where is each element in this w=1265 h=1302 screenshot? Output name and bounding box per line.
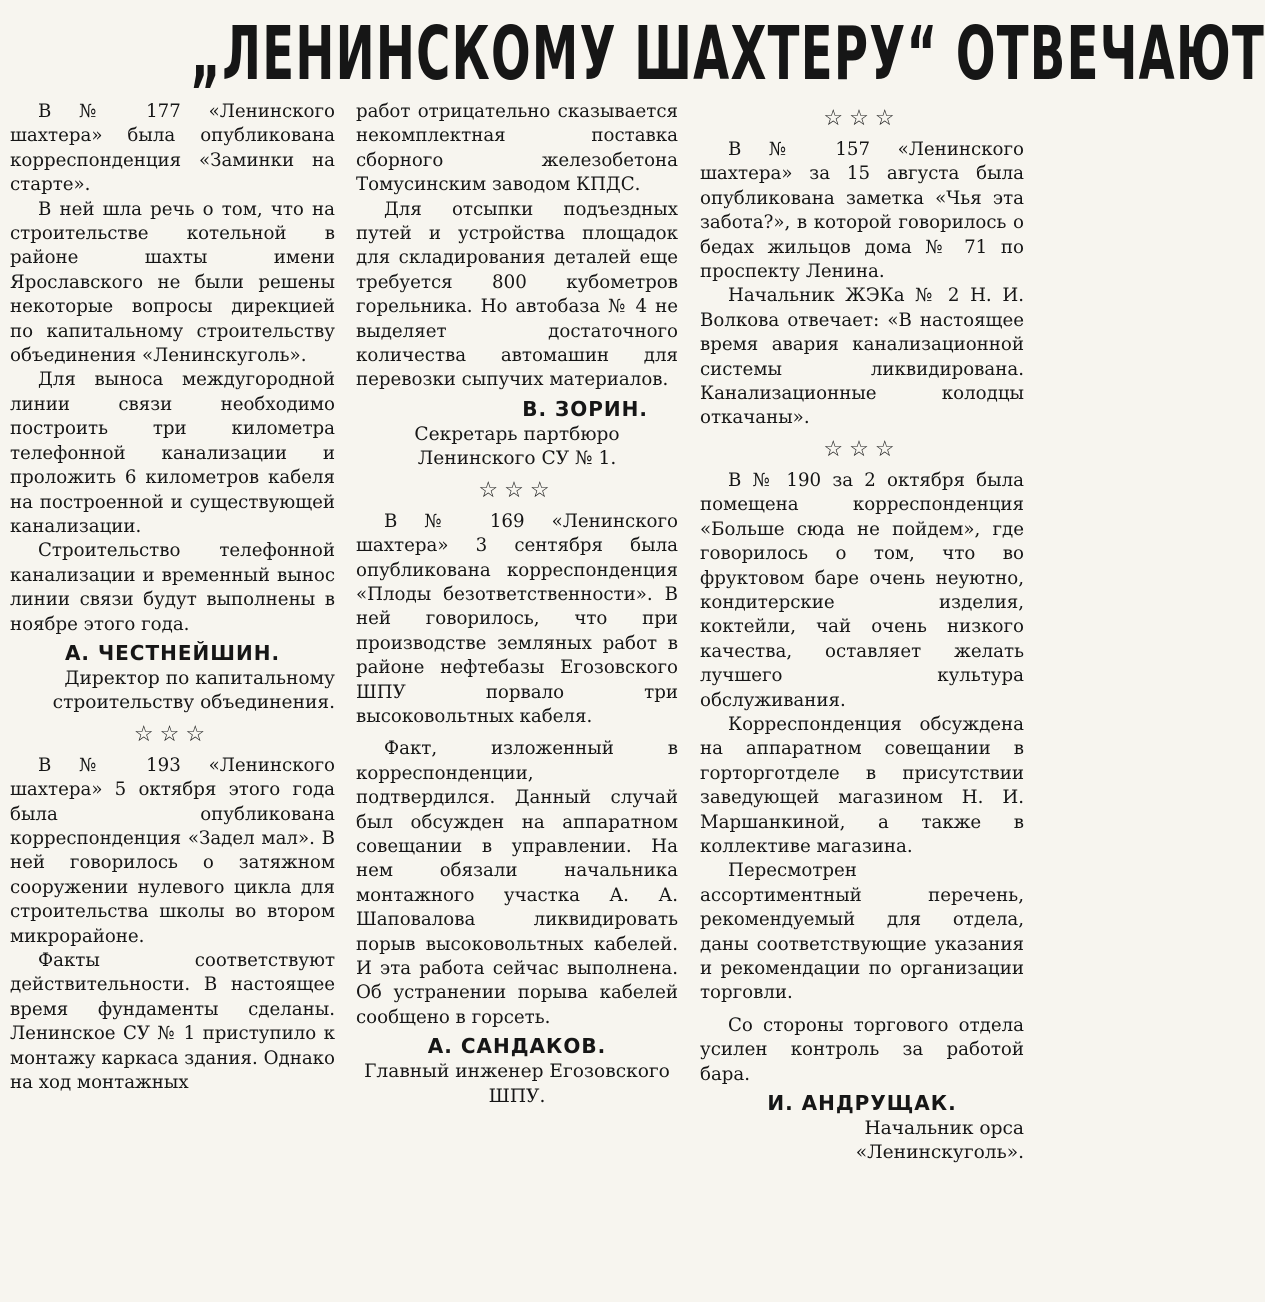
article-paragraph: В № 193 «Ленинского шахтера» 5 октября этого года была опубликована корреспонденция «Задел мал». В ней говорилось о затяжном сооружении нулевого цикла для строительства школы во втором микрорайоне. <box>10 754 335 947</box>
stars-separator: ☆☆☆ <box>823 436 901 462</box>
article-paragraph: Начальник ЖЭКа № 2 Н. И. Волкова отвечает: «В настоящее время авария канализационной системы ликвидирована. Канализационные колодцы откачаны». <box>700 285 1024 429</box>
article-paragraph: работ отрицательно сказывается некомплектная поставка сборного железобетона Томусинским заводом КПДС. <box>356 101 678 196</box>
column-1 <box>10 100 335 1300</box>
signature-role: Секретарь партбюро Ленинского СУ № 1. <box>414 423 620 470</box>
signature-name: А. САНДАКОВ. <box>427 1034 607 1059</box>
stars-separator: ☆☆☆ <box>133 721 212 747</box>
signature-name: А. ЧЕСТНЕЙШИН. <box>64 640 281 665</box>
article-paragraph: Со стороны торгового отдела усилен контроль за работой бара. <box>700 1014 1024 1085</box>
article-paragraph: В № 157 «Ленинского шахтера» за 15 августа была опубликована заметка «Чья эта забота?», в которой говорилось о бедах жильцов дома № 71 по проспекту Ленина. <box>700 139 1024 283</box>
article-paragraph: В № 190 за 2 октября была помещена корреспонденция «Больше сюда не пойдем», где говорилось о том, что во фруктовом баре очень неуютно, кондитерские изделия, коктейли, чай очень низкого качества, оставляет желать лучшего культура обслуживания. <box>700 469 1024 711</box>
article-paragraph: Для выноса междугородной линии связи необходимо построить три километра телефонной канализации и проложить 6 километров кабеля на построенной и существующей канализации. <box>10 369 335 537</box>
column-3 <box>700 100 1024 1300</box>
signature-role: Главный инженер Егозовского ШПУ. <box>364 1061 670 1107</box>
article-paragraph: Пересмотрен ассортиментный перечень, рекомендуемый для отдела, даны соответствующие указания и рекомендации по организации торговли. <box>700 860 1024 1004</box>
article-paragraph: Для отсыпки подъездных путей и устройства площадок для складирования деталей еще требуется 800 кубометров горельника. Но автобаза № 4 не выделяет достаточного количества автомашин для перевозки сыпучих материалов. <box>356 198 678 391</box>
article-paragraph: Корреспонденция обсуждена на аппаратном совещании в горторготделе в присутствии заведующей магазином Н. И. Маршанкиной, а также в коллективе магазина. <box>700 713 1024 857</box>
article-paragraph: Факт, изложенный в корреспонденции, подтвердился. Данный случай был обсужден на аппаратном совещании в управлении. На нем обязали начальника монтажного участка А. А. Шаповалова ликвидировать порыв высоковольтных кабелей. И эта работа сейчас выполнена. Об устранении порыва кабелей сообщено в горсеть. <box>356 738 678 1028</box>
signature-role: Начальник орса «Ленинскуголь». <box>855 1118 1024 1164</box>
stars-separator: ☆☆☆ <box>478 477 556 503</box>
article-paragraph: В № 169 «Ленинского шахтера» 3 сентября была опубликована корреспонденция «Плоды безответственности». В ней говорилось, что при производстве земляных работ в районе нефтебазы Егозовского ШПУ порвало три высоковольтных кабеля. <box>356 510 678 727</box>
stars-separator: ☆☆☆ <box>823 106 901 131</box>
article-paragraph: В № 177 «Ленинского шахтера» была опубликована корреспонденция «Заминки на старте». <box>10 101 335 196</box>
article-paragraph: В ней шла речь о том, что на строительстве котельной в районе шахты имени Ярославского не были решены некоторые вопросы дирекцией по капитальному строительству объединения «Ленинскуголь». <box>10 198 335 367</box>
signature-role: Директор по капитальному строительству объединения. <box>52 667 335 714</box>
column-2 <box>356 100 678 1300</box>
signature-name: В. ЗОРИН. <box>522 396 648 421</box>
article-paragraph: Факты соответствуют действительности. В настоящее время фундаменты сделаны. Ленинское СУ № 1 приступило к монтажу каркаса здания. Однако на ход монтажных <box>10 950 335 1094</box>
article-paragraph: Строительство телефонной канализации и временный вынос линии связи будут выполнены в ноябре этого года. <box>10 540 335 635</box>
headline: „ЛЕНИНСКОМУ ШАХТЕРУ“ ОТВЕЧАЮТ <box>190 11 1265 97</box>
signature-name: И. АНДРУЩАК. <box>767 1091 957 1116</box>
